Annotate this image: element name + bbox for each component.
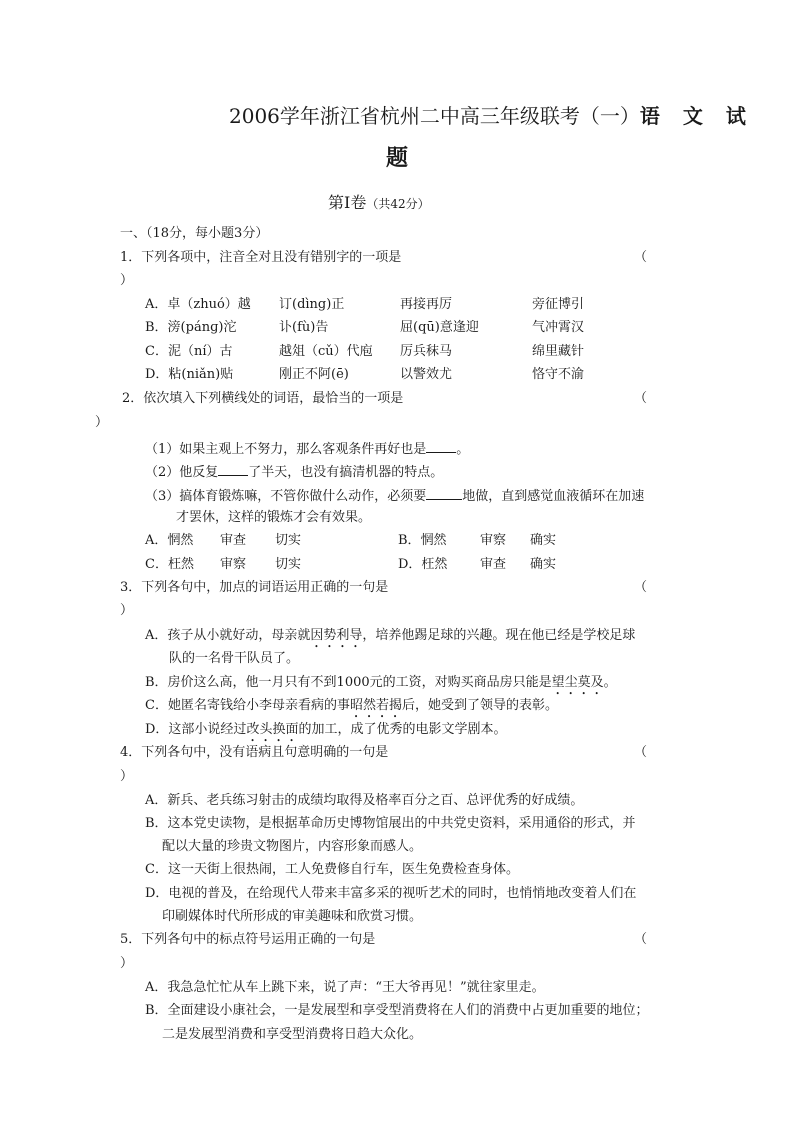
- option-cell: D．枉然: [398, 557, 448, 572]
- question-5-option-a: A．我急急忙忙从车上跳下来，说了声：“王大爷再见！”就往家里走。: [145, 980, 545, 995]
- question-2-stem: 2．依次填入下列横线处的词语，最恰当的一项是: [122, 391, 404, 406]
- dotted-phrase: 昭然若揭: [349, 698, 402, 713]
- question-4-stem: 4．下列各句中，没有语病且句意明确的一句是: [120, 745, 389, 760]
- title-subject: 语 文 试: [639, 104, 754, 128]
- option-text: ，培养他踢足球的兴趣。现在他已经是学校足球: [362, 628, 636, 643]
- question-1-open-paren: （: [634, 250, 648, 265]
- option-cell: 确实: [530, 557, 557, 572]
- question-3-option-b: [145, 675, 617, 698]
- question-4-option-b-cont: 配以大量的珍贵文物图片，内容形象而感人。: [162, 839, 423, 854]
- title-main: 2006学年浙江省杭州二中高三年级联考（一）: [229, 104, 640, 128]
- option-cell: D．粘(niǎn)贴: [145, 367, 234, 382]
- dotted-phrase: 望尘莫及: [551, 675, 604, 690]
- option-row: [145, 320, 645, 336]
- option-cell: C．泥（ní）古: [145, 344, 233, 359]
- item-text: 了半天，也没有搞清机器的特点。: [248, 465, 444, 480]
- question-2-close-paren: ）: [95, 415, 109, 430]
- option-cell: C．枉然: [145, 557, 194, 572]
- question-1-stem: 1．下列各项中，注音全对且没有错别字的一项是: [120, 250, 402, 265]
- volume-points: （共42分）: [366, 197, 430, 211]
- item-text: 。: [456, 442, 470, 457]
- option-cell: 订(dìng)正: [279, 297, 345, 312]
- question-4-close-paren: ）: [120, 769, 134, 784]
- question-4-option-c: C．这一天街上很热闹，工人免费修自行车，医生免费检查身体。: [145, 862, 519, 877]
- option-cell: 审查: [480, 557, 507, 572]
- option-cell: 再接再厉: [400, 297, 453, 312]
- question-3-option-c: [145, 698, 558, 721]
- item-text: （2）他反复: [145, 465, 219, 480]
- option-cell: 切实: [275, 557, 302, 572]
- option-cell: A．卓（zhuó）越: [145, 297, 251, 312]
- question-5-close-paren: ）: [120, 956, 134, 971]
- option-cell: 审察: [220, 557, 247, 572]
- option-text: B．房价这么高，他一月只有不到1000元的工资，对购买商品房只能是: [145, 675, 552, 690]
- fill-blank[interactable]: [426, 440, 456, 453]
- item-text: 地做，直到感觉血液循环在加速: [462, 489, 645, 504]
- option-row: [145, 344, 645, 360]
- dotted-phrase: 改头换面: [246, 722, 299, 737]
- option-cell: 讣(fù)告: [279, 320, 329, 335]
- option-cell: 气冲霄汉: [532, 320, 585, 335]
- option-cell: 屈(qū)意逢迎: [400, 320, 479, 335]
- volume-label: 第Ⅰ卷: [328, 193, 367, 212]
- question-2-item-3-cont: 才罢休，这样的锻炼才会有效果。: [176, 510, 372, 525]
- question-4-option-d-cont: 印刷媒体时代所形成的审美趣味和欣赏习惯。: [162, 909, 423, 924]
- option-cell: 切实: [275, 533, 302, 548]
- question-3-close-paren: ）: [120, 603, 134, 618]
- question-4-option-d: D．电视的普及，在给现代人带来丰富多采的视听艺术的同时，也悄悄地改变着人们在: [145, 886, 637, 901]
- question-5-option-b-cont: 二是发展型消费和享受型消费将日趋大众化。: [162, 1027, 423, 1042]
- option-cell: 厉兵秣马: [400, 344, 453, 359]
- question-4-option-b: B．这本党史读物，是根据革命历史博物馆展出的中共党史资料，采用通俗的形式，并: [145, 816, 636, 831]
- fill-blank[interactable]: [426, 487, 462, 500]
- question-5-option-b: B．全面建设小康社会，一是发展型和享受型消费将在人们的消费中占更加重要的地位；: [145, 1003, 649, 1018]
- option-text: 。: [603, 675, 617, 690]
- question-2-open-paren: （: [634, 391, 648, 406]
- fill-blank[interactable]: [218, 463, 248, 476]
- item-text: （1）如果主观上不努力，那么客观条件再好也是: [145, 442, 427, 457]
- option-cell: 恪守不渝: [532, 367, 585, 382]
- question-3-stem: 3．下列各句中，加点的词语运用正确的一句是: [120, 580, 389, 595]
- option-text: 后，她受到了领导的表彰。: [401, 698, 558, 713]
- question-4-option-a: A．新兵、老兵练习射击的成绩均取得及格率百分之百、总评优秀的好成绩。: [145, 793, 584, 808]
- section-heading: 一、（18分，每小题3分）: [120, 226, 269, 241]
- question-5-stem: 5．下列各句中的标点符号运用正确的一句是: [120, 932, 376, 947]
- question-4-open-paren: （: [634, 745, 648, 760]
- option-cell: 审察: [480, 533, 507, 548]
- dotted-phrase: 因势利导: [310, 628, 363, 643]
- question-3-option-a-cont: 队的一名骨干队员了。: [169, 651, 300, 666]
- question-5-open-paren: （: [634, 932, 648, 947]
- question-2-item-3: [145, 487, 644, 505]
- option-cell: 越俎（cǔ）代庖: [279, 344, 373, 359]
- question-3-open-paren: （: [634, 580, 648, 595]
- option-cell: 旁征博引: [532, 297, 585, 312]
- option-cell: A．惘然: [145, 533, 194, 548]
- option-text: 的加工，成了优秀的电影文学剧本。: [298, 722, 507, 737]
- document-title: [229, 104, 754, 128]
- option-cell: 审查: [220, 533, 247, 548]
- option-row: [145, 297, 645, 313]
- option-row: [145, 533, 625, 549]
- option-text: D．这部小说经过: [145, 722, 247, 737]
- option-text: C．她匿名寄钱给小李母亲看病的事: [145, 698, 350, 713]
- question-2-item-1: [145, 440, 469, 458]
- option-cell: B．滂(pánɡ)沱: [145, 320, 237, 335]
- question-3-option-a: [145, 628, 635, 651]
- question-2-item-2: [145, 463, 443, 481]
- question-1-close-paren: ）: [120, 273, 134, 288]
- option-cell: 绵里藏针: [532, 344, 585, 359]
- option-cell: 确实: [530, 533, 557, 548]
- option-row: [145, 557, 625, 573]
- option-text: A．孩子从小就好动，母亲就: [145, 628, 311, 643]
- option-cell: 以警效尤: [400, 367, 453, 382]
- option-cell: B．惘然: [398, 533, 447, 548]
- volume-heading: [328, 193, 430, 214]
- title-subject-tail: 题: [386, 145, 409, 171]
- item-text: （3）搞体育锻炼嘛，不管你做什么动作，必须要: [145, 489, 427, 504]
- option-row: [145, 367, 645, 383]
- question-3-option-d: [145, 722, 506, 745]
- option-cell: 刚正不阿(ē): [279, 367, 349, 382]
